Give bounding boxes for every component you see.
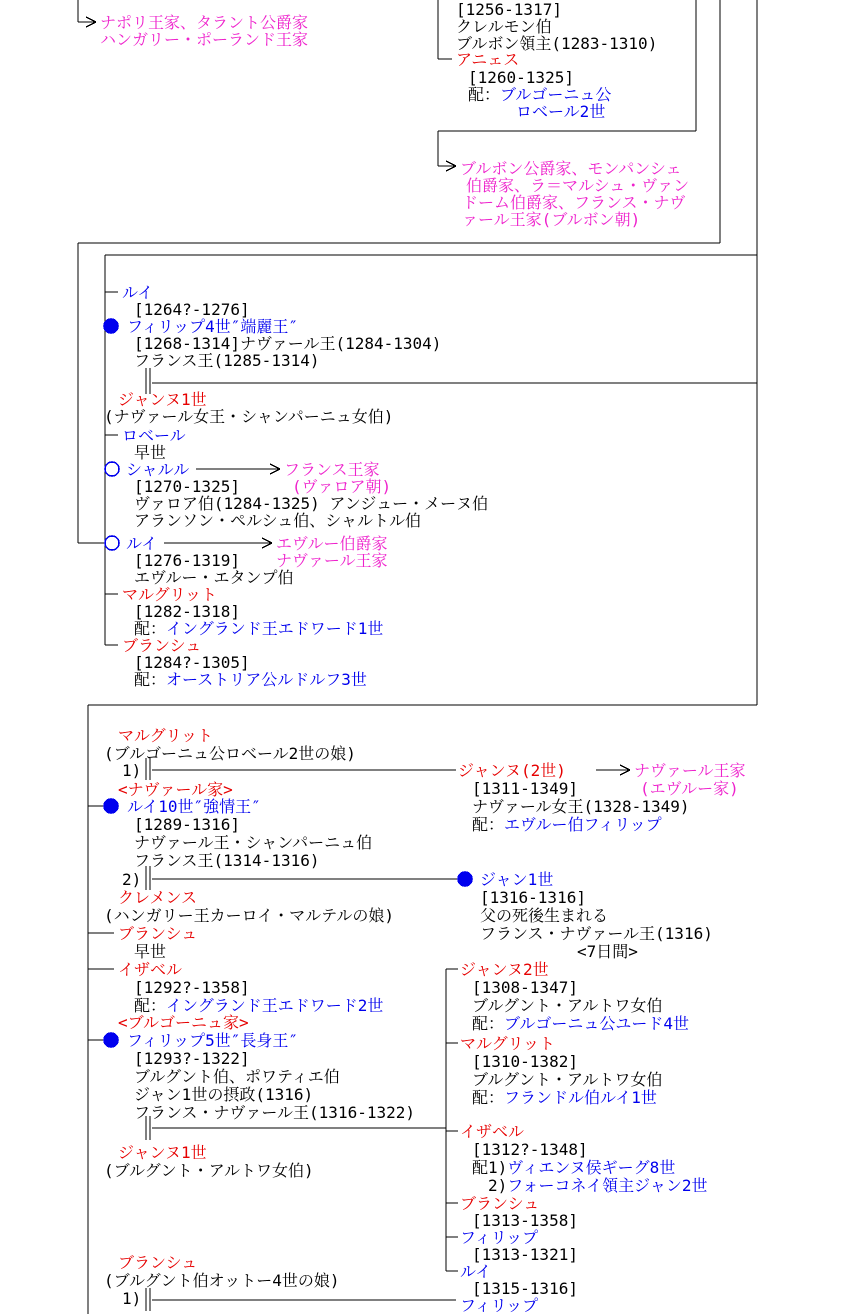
person-name: ジャンヌ(2世)	[458, 761, 566, 780]
spouse-line: ロベール2世	[516, 102, 606, 121]
lifespan: [1289-1316]	[134, 815, 240, 834]
lifespan: [1308-1347]	[472, 978, 578, 997]
person-name: ルイ	[460, 1262, 492, 1281]
person-name: ジャンヌ2世	[460, 960, 549, 979]
lifespan: [1276-1319]	[134, 551, 240, 570]
filled-person-marker	[104, 319, 118, 333]
person-name: シャルル	[126, 460, 190, 479]
person-title: 早世	[134, 942, 167, 961]
spouse-line: 2)フォーコネイ領主ジャン2世	[488, 1176, 708, 1195]
person-title: 父の死後生まれる	[480, 906, 609, 925]
person-title: ナヴァール王・シャンパーニュ伯	[134, 833, 373, 852]
person-name: マルグリット	[118, 726, 214, 745]
person-name: フィリップ5世″長身王″	[127, 1031, 298, 1050]
house-label: エヴルー伯爵家	[276, 534, 388, 553]
person-title: ブルグント・アルトワ女伯	[472, 996, 663, 1015]
person-name: ブランシュ	[460, 1194, 540, 1213]
arrow-head	[620, 765, 630, 770]
lifespan: [1313-1321]	[472, 1245, 578, 1264]
person-name: ブランシュ	[118, 924, 198, 943]
house-label: (エヴルー家)	[640, 779, 739, 798]
spouse-line: 配：イングランド王エドワード2世	[134, 996, 384, 1015]
spouse-line: 配：オーストリア公ルドルフ3世	[134, 670, 367, 689]
marriage-order: 2)	[122, 870, 142, 889]
branch-label: <ブルゴーニュ家>	[118, 1013, 249, 1032]
parent-note: (ブルグント伯オットー4世の娘)	[104, 1271, 340, 1290]
person-name: ルイ	[122, 283, 154, 302]
person-title: ブルグント・アルトワ女伯	[472, 1070, 663, 1089]
branch-label: <ナヴァール家>	[118, 780, 233, 799]
lifespan: [1284?-1305]	[134, 653, 250, 672]
person-title: フランス・ナヴァール王(1316-1322)	[134, 1103, 416, 1122]
arrow-head	[262, 543, 272, 548]
lifespan: [1316-1316]	[480, 888, 586, 907]
parent-note: (ナヴァール女王・シャンパーニュ女伯)	[104, 407, 394, 426]
parent-note: (ハンガリー王カーロイ・マルテルの娘)	[104, 906, 394, 925]
parent-note: (ブルゴーニュ公ロベール2世の娘)	[104, 744, 356, 763]
person-title: ナヴァール女王(1328-1349)	[472, 797, 690, 816]
spouse-line: 配1)ヴィエンヌ侯ギーグ8世	[472, 1158, 676, 1177]
person-name: マルグリット	[460, 1034, 556, 1053]
person-name: イザベル	[118, 960, 183, 979]
lifespan: [1293?-1322]	[134, 1049, 250, 1068]
person-name: ロベール	[122, 426, 186, 445]
person-name: フィリップ	[460, 1228, 539, 1247]
parent-note: (ブルグント・アルトワ女伯)	[104, 1161, 314, 1180]
arrow-head	[86, 17, 96, 22]
person-name: ルイ	[126, 534, 158, 553]
person-title: フランス王(1314-1316)	[134, 851, 320, 870]
person-name: ジャンヌ1世	[118, 1143, 207, 1162]
house-label: ナヴァール王家	[634, 761, 746, 780]
person-title: ヴァロア伯(1284-1325) アンジュー・メーヌ伯	[134, 494, 489, 513]
lifespan: [1282-1318]	[134, 602, 240, 621]
spouse-line: 配：エヴルー伯フィリップ	[472, 815, 662, 834]
spouse-line: 配：フランドル伯ルイ1世	[472, 1088, 657, 1107]
lifespan: [1313-1358]	[472, 1211, 578, 1230]
lifespan: [1270-1325]	[134, 477, 240, 496]
filled-person-marker	[458, 872, 472, 886]
house-label: ドーム伯爵家、フランス・ナヴ	[462, 193, 686, 212]
person-title: エヴルー・エタンプ伯	[134, 568, 294, 587]
person-name: イザベル	[460, 1122, 525, 1141]
spouse-line: 配：ブルゴーニュ公ユード4世	[472, 1014, 690, 1033]
lifespan: [1268-1314]ナヴァール王(1284-1304)	[134, 334, 442, 353]
arrow-head	[620, 770, 630, 775]
person-title: フランス王(1285-1314)	[134, 351, 320, 370]
house-label: ナヴァール王家	[276, 551, 388, 570]
person-name: フィリップ4世″端麗王″	[127, 317, 298, 336]
arrow-head	[446, 166, 456, 171]
person-name: ジャンヌ1世	[118, 390, 207, 409]
person-title: ブルグント伯、ポワティエ伯	[134, 1067, 340, 1086]
person-title: クレルモン伯	[456, 17, 552, 36]
spouse-line: 配：ブルゴーニュ公	[468, 85, 612, 104]
person-name: ルイ10世″強情王″	[127, 797, 261, 816]
house-label: (ヴァロア朝)	[292, 477, 392, 496]
arrow-head	[270, 469, 280, 474]
lifespan: [1310-1382]	[472, 1052, 578, 1071]
spouse-line: 配：イングランド王エドワード1世	[134, 619, 384, 638]
filled-person-marker	[104, 799, 118, 813]
person-name: ジャン1世	[480, 870, 554, 889]
person-title: ジャン1世の摂政(1316)	[134, 1085, 314, 1104]
person-title: <7日間>	[577, 942, 638, 961]
arrow-head	[446, 161, 456, 166]
person-name: ブランシュ	[118, 1253, 198, 1272]
house-label: 伯爵家、ラ＝マルシュ・ヴァン	[466, 176, 690, 195]
marriage-order: 1)	[122, 761, 142, 780]
person-name: アニェス	[456, 50, 520, 69]
marriage-order: 1)	[122, 1289, 142, 1308]
house-label: ァール王家(ブルボン朝)	[462, 210, 641, 229]
lifespan: [1311-1349]	[472, 779, 578, 798]
lifespan: [1260-1325]	[468, 68, 574, 87]
arrow-head	[270, 464, 280, 469]
person-title: アランソン・ペルシュ伯、シャルトル伯	[134, 511, 421, 530]
lifespan: [1312?-1348]	[472, 1140, 588, 1159]
open-person-marker	[105, 536, 119, 550]
filled-person-marker	[104, 1033, 118, 1047]
lifespan: [1292?-1358]	[134, 978, 250, 997]
lifespan: [1256-1317]	[456, 0, 562, 19]
house-label: ブルボン公爵家、モンパンシェ	[460, 159, 682, 178]
house-label: フランス王家	[284, 460, 380, 479]
lifespan: [1264?-1276]	[134, 300, 250, 319]
person-title: 早世	[134, 443, 167, 462]
person-name: マルグリット	[122, 585, 218, 604]
lifespan: [1315-1316]	[472, 1279, 578, 1298]
open-person-marker	[105, 462, 119, 476]
person-name: フィリップ	[460, 1296, 539, 1314]
person-name: ブランシュ	[122, 636, 202, 655]
person-title: ブルボン領主(1283-1310)	[456, 34, 658, 53]
arrow-head	[262, 538, 272, 543]
house-label: ハンガリー・ポーランド王家	[100, 30, 309, 49]
person-name: クレメンス	[118, 888, 198, 907]
person-title: フランス・ナヴァール王(1316)	[480, 924, 713, 943]
house-label: ナポリ王家、タラント公爵家	[100, 13, 309, 32]
arrow-head	[86, 22, 96, 27]
